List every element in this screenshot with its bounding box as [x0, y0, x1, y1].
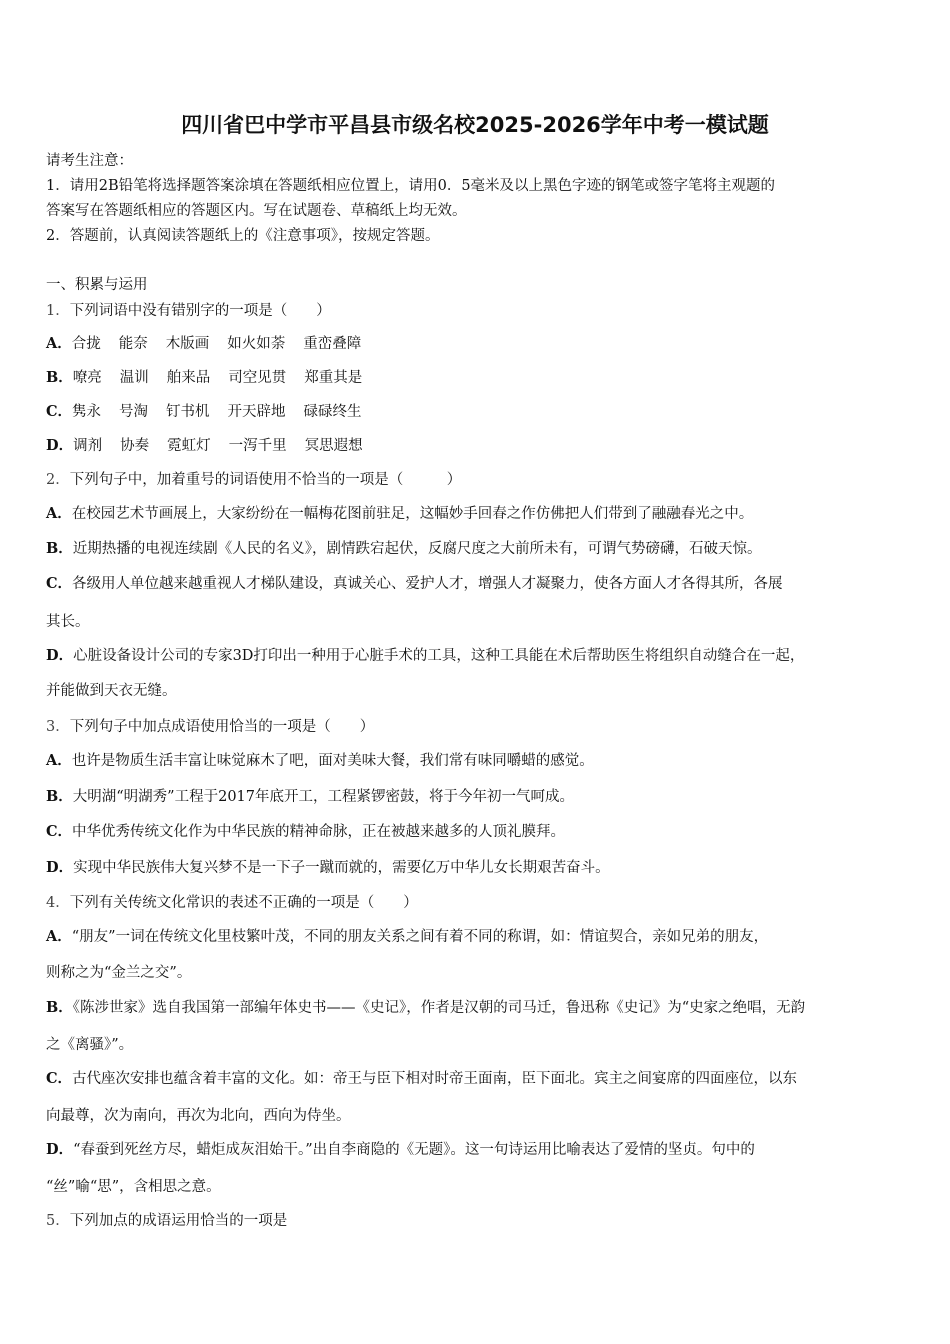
- option-letter: A．: [46, 505, 72, 522]
- option-word: 冥思遐想: [304, 438, 363, 454]
- question-stem: 下列加点的成语运用恰当的一项是: [69, 1213, 288, 1229]
- q4-option-b: [46, 997, 805, 1019]
- option-letter: C．: [46, 1070, 73, 1087]
- q3-option-d: [46, 857, 610, 879]
- option-text: “春蚕到死丝方尽，蜡炬成灰泪始干。”出自李商隐的《无题》。这一句诗运用比喻表达了爱情的坚贞。句中的: [73, 1142, 755, 1158]
- option-text: 也许是物质生活丰富让味觉麻木了吧，面对美味大餐，我们常有味同嚼蜡的感觉。: [71, 753, 594, 769]
- q1-option-b: [46, 367, 362, 389]
- q2-option-b: [46, 538, 762, 560]
- option-word: 如火如荼: [227, 336, 286, 352]
- question-number: 1．: [46, 303, 70, 319]
- option-word: 合拢: [71, 336, 101, 352]
- option-text: 近期热播的电视连续剧《人民的名义》，剧情跌宕起伏，反腐尺度之大前所未有，可谓气势磅礴，石破天惊。: [72, 541, 762, 557]
- question-4: [46, 892, 418, 914]
- q4-option-c-cont: 向最尊，次为南向，再次为北向，西向为侍坐。: [46, 1108, 351, 1124]
- question-number: 5．: [46, 1213, 70, 1229]
- option-letter: D．: [46, 1141, 74, 1158]
- notice-line-1b: 答案写在答题纸相应的答题区内。写在试题卷、草稿纸上均无效。: [46, 203, 467, 219]
- question-5: [46, 1210, 287, 1232]
- notice-heading: 请考生注意：: [46, 153, 133, 169]
- question-stem: 下列有关传统文化常识的表述不正确的一项是（ ）: [69, 895, 418, 911]
- q2-option-c-cont: 其长。: [46, 614, 90, 630]
- option-word: 一泻千里: [228, 438, 287, 454]
- q4-option-a: [46, 926, 768, 948]
- option-letter: A．: [46, 928, 72, 945]
- page-title: 四川省巴中学市平昌县市级名校2025-2026学年中考一模试题: [181, 113, 769, 137]
- question-number: 2．: [46, 472, 70, 488]
- section-heading: 一、积累与运用: [46, 277, 148, 293]
- question-1: [46, 300, 331, 322]
- option-letter: D．: [46, 647, 74, 664]
- option-letter: B．: [46, 788, 73, 805]
- q4-option-b-cont: 之《离骚》”。: [46, 1037, 134, 1053]
- question-2: [46, 469, 461, 491]
- option-word: 能奈: [118, 336, 148, 352]
- q3-option-a: [46, 750, 594, 772]
- option-letter: C．: [46, 403, 73, 420]
- notice-line-1a: 1．请用2B铅笔将选择题答案涂填在答题纸相应位置上，请用0．5毫米及以上黑色字迹的钢笔或签字笔将主观题的: [46, 178, 776, 194]
- q3-option-b: [46, 786, 574, 808]
- q2-option-c: [46, 573, 783, 595]
- q2-option-d: [46, 645, 804, 667]
- q4-option-c: [46, 1068, 797, 1090]
- q1-option-a: [46, 333, 361, 355]
- option-word: 隽永: [72, 404, 102, 420]
- question-stem: 下列句子中，加着重号的词语使用不恰当的一项是（ ）: [69, 472, 462, 488]
- option-word: 司空见贯: [228, 370, 287, 386]
- option-text: 实现中华民族伟大复兴梦不是一下子一蹴而就的，需要亿万中华儿女长期艰苦奋斗。: [73, 860, 610, 876]
- option-text: 《陈涉世家》选自我国第一部编年体史书——《史记》，作者是汉朝的司马迁，鲁迅称《史记》为“史家之绝唱，无韵: [72, 1000, 806, 1016]
- option-word: 温训: [119, 370, 149, 386]
- q3-option-c: [46, 821, 565, 843]
- option-word: 号淘: [119, 404, 149, 420]
- q4-option-d-cont: “丝”喻“思”，含相思之意。: [46, 1179, 221, 1195]
- option-text: 心脏设备设计公司的专家3D打印出一种用于心脏手术的工具，这种工具能在术后帮助医生将组织自动缝合在一起，: [73, 648, 805, 664]
- option-letter: A．: [46, 335, 72, 352]
- option-text: 在校园艺术节画展上，大家纷纷在一幅梅花图前驻足，这幅妙手回春之作仿佛把人们带到了融融春光之中。: [71, 506, 754, 522]
- option-word: 重峦叠障: [303, 336, 362, 352]
- option-word: 郑重其是: [304, 370, 363, 386]
- q4-option-a-cont: 则称之为“金兰之交”。: [46, 965, 192, 981]
- option-word: 木版画: [165, 336, 210, 352]
- q1-option-d: [46, 435, 363, 457]
- option-text: 大明湖“明湖秀”工程于2017年底开工，工程紧锣密鼓，将于今年初一气呵成。: [72, 789, 574, 805]
- option-word: 调剂: [73, 438, 103, 454]
- option-text: “朋友”一词在传统文化里枝繁叶茂，不同的朋友关系之间有着不同的称谓，如：情谊契合，亲如兄弟的朋友，: [71, 929, 769, 945]
- question-number: 4．: [46, 895, 70, 911]
- option-word: 钉书机: [166, 404, 210, 420]
- option-letter: C．: [46, 823, 73, 840]
- q4-option-d: [46, 1139, 755, 1161]
- q1-option-c: [46, 401, 362, 423]
- option-letter: B．: [46, 369, 73, 386]
- notice-line-2: 2．答题前，认真阅读答题纸上的《注意事项》，按规定答题。: [46, 228, 440, 244]
- option-letter: C．: [46, 575, 73, 592]
- q2-option-a: [46, 503, 753, 525]
- question-number: 3．: [46, 719, 70, 735]
- option-letter: D．: [46, 437, 74, 454]
- option-letter: B．: [46, 540, 73, 557]
- question-stem: 下列句子中加点成语使用恰当的一项是（ ）: [69, 719, 375, 735]
- option-word: 协奏: [120, 438, 150, 454]
- option-word: 开天辟地: [227, 404, 286, 420]
- option-text: 古代座次安排也蕴含着丰富的文化。如：帝王与臣下相对时帝王面南，臣下面北。宾主之间宴席的四面座位，以东: [72, 1071, 798, 1087]
- option-word: 碌碌终生: [303, 404, 362, 420]
- q2-option-d-cont: 并能做到天衣无缝。: [46, 683, 177, 699]
- option-letter: A．: [46, 752, 72, 769]
- option-text: 中华优秀传统文化作为中华民族的精神命脉，正在被越来越多的人顶礼膜拜。: [72, 824, 566, 840]
- option-letter: D．: [46, 859, 74, 876]
- question-3: [46, 716, 374, 738]
- option-word: 霓虹灯: [167, 438, 211, 454]
- option-letter: B．: [46, 999, 73, 1016]
- question-stem: 下列词语中没有错别字的一项是（ ）: [69, 303, 331, 319]
- option-word: 舶来品: [166, 370, 211, 386]
- option-word: 嘹亮: [72, 370, 102, 386]
- option-text: 各级用人单位越来越重视人才梯队建设，真诚关心、爱护人才，增强人才凝聚力，使各方面人才各得其所，各展: [72, 576, 783, 592]
